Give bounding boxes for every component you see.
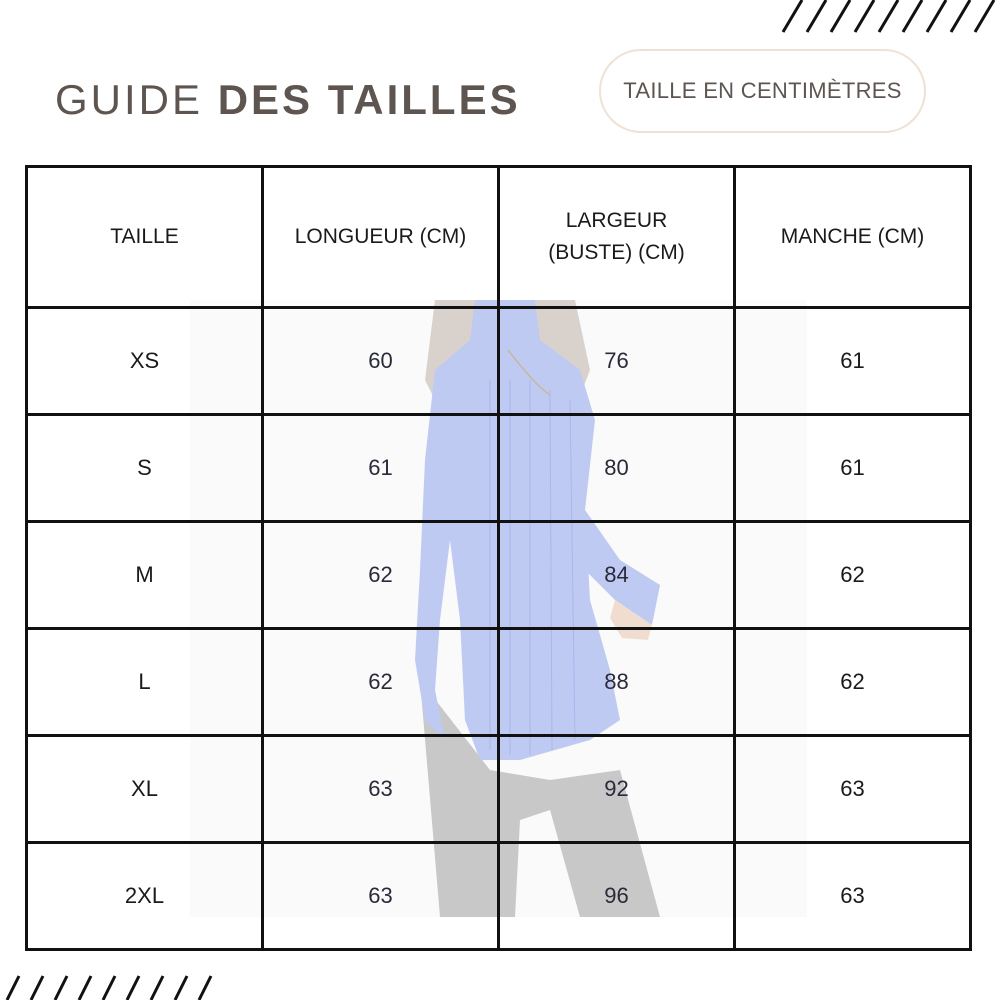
cell-largeur: 92	[499, 736, 735, 843]
unit-badge	[599, 49, 926, 133]
cell-longueur: 60	[263, 308, 499, 415]
unit-badge-label: TAILLE EN CENTIMÈTRES	[623, 78, 902, 103]
table-row	[27, 415, 971, 522]
diagonal-stripes-icon-top	[780, 0, 1000, 34]
cell-size: XS	[27, 308, 263, 415]
cell-longueur: 62	[263, 522, 499, 629]
cell-largeur: 76	[499, 308, 735, 415]
size-chart	[25, 165, 972, 942]
cell-manche: 63	[735, 736, 971, 843]
table-row	[27, 736, 971, 843]
table-row	[27, 843, 971, 950]
table-row	[27, 522, 971, 629]
column-header-longueur: LONGUEUR (CM)	[263, 167, 499, 308]
cell-largeur: 96	[499, 843, 735, 950]
cell-manche: 63	[735, 843, 971, 950]
cell-largeur: 84	[499, 522, 735, 629]
cell-size: S	[27, 415, 263, 522]
size-table	[25, 165, 972, 951]
cell-manche: 61	[735, 308, 971, 415]
cell-size: L	[27, 629, 263, 736]
page-title	[55, 76, 521, 124]
cell-largeur: 88	[499, 629, 735, 736]
table-row	[27, 308, 971, 415]
cell-manche: 62	[735, 629, 971, 736]
page-title-bold: DES TAILLES	[217, 76, 521, 123]
diagonal-stripes-icon-bottom	[4, 972, 224, 1000]
table-row	[27, 629, 971, 736]
cell-size: XL	[27, 736, 263, 843]
cell-longueur: 63	[263, 843, 499, 950]
table-header-row	[27, 167, 971, 308]
column-header-taille: TAILLE	[27, 167, 263, 308]
cell-manche: 62	[735, 522, 971, 629]
page-title-light: GUIDE	[55, 76, 204, 123]
cell-longueur: 63	[263, 736, 499, 843]
cell-longueur: 61	[263, 415, 499, 522]
cell-longueur: 62	[263, 629, 499, 736]
column-header-largeur: LARGEUR (BUSTE) (CM)	[499, 167, 735, 308]
column-header-manche: MANCHE (CM)	[735, 167, 971, 308]
cell-size: 2XL	[27, 843, 263, 950]
cell-size: M	[27, 522, 263, 629]
cell-manche: 61	[735, 415, 971, 522]
cell-largeur: 80	[499, 415, 735, 522]
